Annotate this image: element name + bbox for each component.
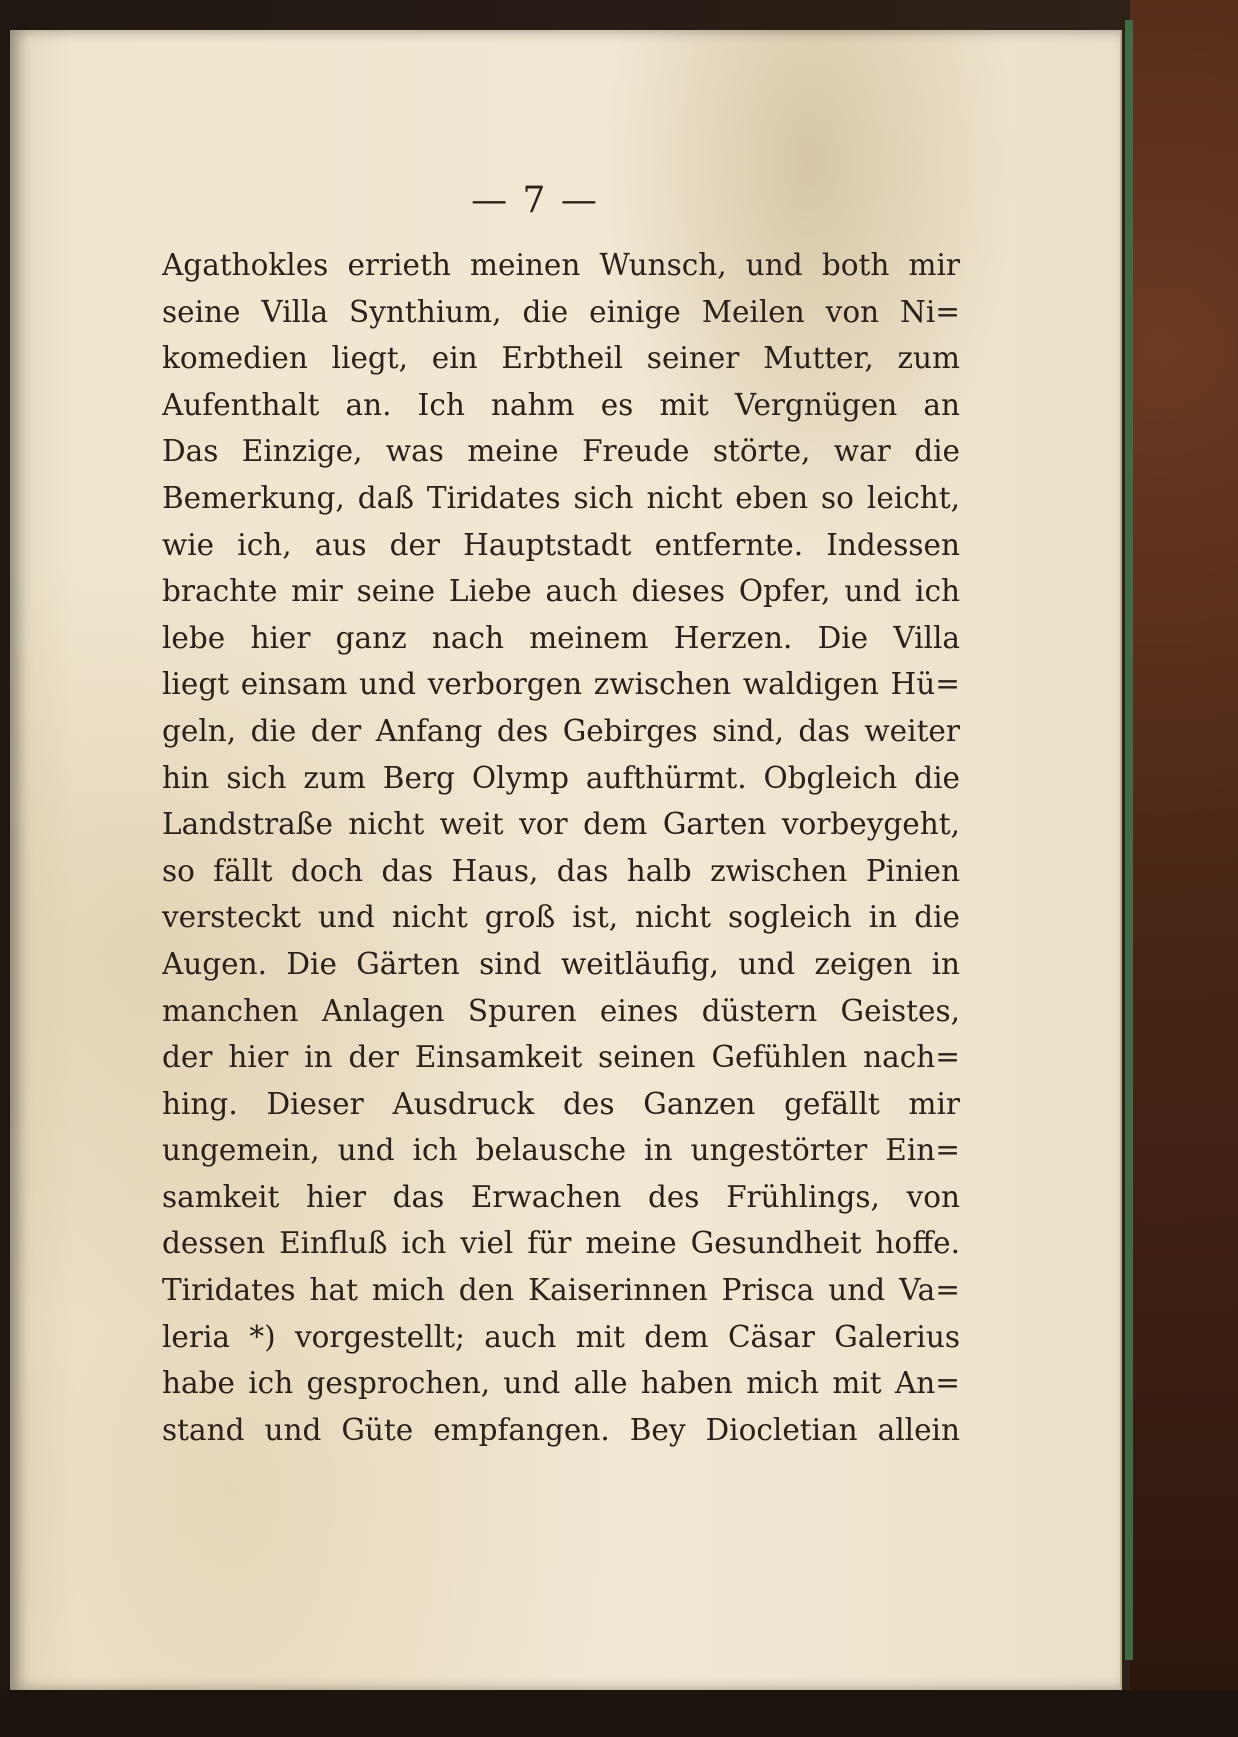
text-line: hing. Dieser Ausdruck des Ganzen gefällt mir [162, 1086, 960, 1121]
text-line: wie ich, aus der Hauptstadt entfernte. Indessen [162, 527, 960, 562]
text-line: manchen Anlagen Spuren eines düstern Geistes, [162, 993, 960, 1028]
page-number: — 7 — [471, 180, 599, 221]
text-line: der hier in der Einsamkeit seinen Gefühlen nach= [162, 1040, 960, 1075]
text-line: stand und Güte empfangen. Bey Diocletian allein [162, 1412, 960, 1447]
text-line: Agathokles errieth meinen Wunsch, und both mir [162, 248, 960, 282]
book-cover-edge [1130, 0, 1238, 1737]
text-line: so fällt doch das Haus, das halb zwischen Pinien [162, 853, 960, 888]
text-line: samkeit hier das Erwachen des Frühlings, von [162, 1179, 960, 1214]
cover-green-border [1125, 20, 1133, 1660]
text-line: brachte mir seine Liebe auch dieses Opfer, und ich [162, 574, 960, 609]
text-line: Landstraße nicht weit vor dem Garten vorbeygeht, [162, 807, 960, 842]
text-line: komedien liegt, ein Erbtheil seiner Mutter, zum [162, 341, 960, 376]
text-line: geln, die der Anfang des Gebirges sind, das weiter [162, 713, 960, 748]
page-text [162, 242, 960, 1453]
text-line: lebe hier ganz nach meinem Herzen. Die Villa [162, 620, 960, 655]
text-line: liegt einsam und verborgen zwischen waldigen Hü= [162, 667, 960, 702]
text-line: dessen Einfluß ich viel für meine Gesundheit hoffe. [162, 1226, 960, 1261]
book-page [10, 30, 1122, 1690]
text-line: Augen. Die Gärten sind weitläufig, und zeigen in [162, 946, 960, 981]
text-line: leria *) vorgestellt; auch mit dem Cäsar Galerius [162, 1319, 960, 1354]
text-line: versteckt und nicht groß ist, nicht sogleich in die [162, 900, 960, 935]
text-line: seine Villa Synthium, die einige Meilen von Ni= [162, 294, 960, 329]
text-line: Aufenthalt an. Ich nahm es mit Vergnügen an [162, 387, 960, 422]
text-line: Bemerkung, daß Tiridates sich nicht eben so leicht, [162, 480, 960, 515]
text-line: Tiridates hat mich den Kaiserinnen Prisca und Va= [162, 1273, 960, 1308]
text-line: hin sich zum Berg Olymp aufthürmt. Obgleich die [162, 760, 960, 795]
text-line: ungemein, und ich belausche in ungestörter Ein= [162, 1133, 960, 1168]
text-line: habe ich gesprochen, und alle haben mich mit An= [162, 1366, 960, 1401]
text-line: Das Einzige, was meine Freude störte, war die [162, 434, 960, 469]
scan-bottom-margin [0, 1690, 1238, 1737]
